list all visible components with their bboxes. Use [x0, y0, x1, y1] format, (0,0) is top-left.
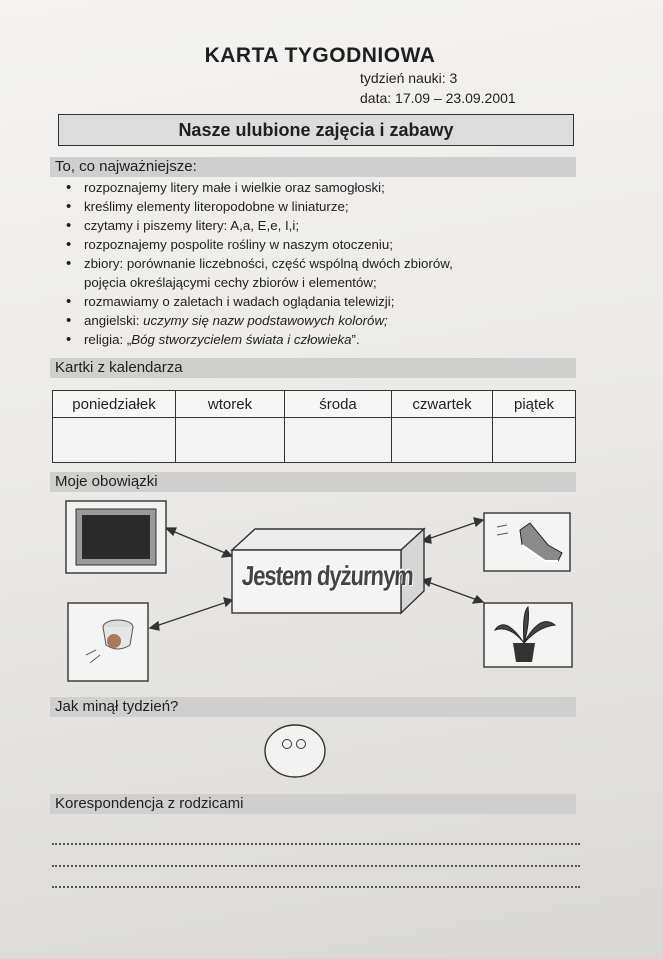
calendar-cell: [493, 418, 576, 463]
list-item: • rozmawiamy o zaletach i wadach oglądania telewizji;: [60, 292, 580, 311]
week-number: tydzień nauki: 3: [360, 70, 458, 86]
smiley-face-icon: [262, 722, 328, 780]
calendar-table: [52, 390, 576, 463]
week-review-heading: Jak minął tydzień?: [50, 697, 576, 717]
day-monday: poniedziałek: [53, 391, 176, 418]
calendar-heading: Kartki z kalendarza: [50, 358, 576, 378]
cup-icon: [68, 603, 148, 681]
calendar-cell: [285, 418, 392, 463]
day-thursday: czwartek: [392, 391, 493, 418]
calendar-cell: [392, 418, 493, 463]
date-range: data: 17.09 – 23.09.2001: [360, 90, 516, 106]
writing-line: [52, 843, 580, 845]
day-wednesday: środa: [285, 391, 392, 418]
list-item: • angielski: uczymy się nazw podstawowych kolorów;: [60, 311, 580, 330]
calendar-cell: [53, 418, 176, 463]
list-item: • kreślimy elementy literopodobne w liniaturze;: [60, 197, 580, 216]
calendar-cell: [176, 418, 285, 463]
writing-line: [52, 865, 580, 867]
list-item: • zbiory: porównanie liczebności, część wspólną dwóch zbiorów, pojęcia określającymi cechy zbiorów i elementów;: [60, 254, 580, 292]
parents-heading: Korespondencja z rodzicami: [50, 794, 576, 814]
plant-icon: [484, 603, 572, 667]
list-item: • rozpoznajemy litery małe i wielkie oraz samogłoski;: [60, 178, 580, 197]
day-friday: piątek: [493, 391, 576, 418]
topic-banner: Nasze ulubione zajęcia i zabawy: [58, 114, 574, 146]
list-item: • czytamy i piszemy litery: A,a, E,e, I,i;: [60, 216, 580, 235]
list-item: • religia: „Bóg stworzycielem świata i człowieka”.: [60, 330, 580, 349]
duties-heading: Moje obowiązki: [50, 472, 576, 492]
shoe-icon: [484, 513, 570, 571]
page-title: KARTA TYGODNIOWA: [204, 44, 436, 67]
important-list: [60, 178, 580, 349]
blackboard-icon: [66, 501, 166, 573]
duty-label: Jestem dyżurnym: [241, 559, 414, 591]
important-heading: To, co najważniejsze:: [50, 157, 576, 177]
list-item: • rozpoznajemy pospolite rośliny w naszym otoczeniu;: [60, 235, 580, 254]
writing-line: [52, 886, 580, 888]
day-tuesday: wtorek: [176, 391, 285, 418]
